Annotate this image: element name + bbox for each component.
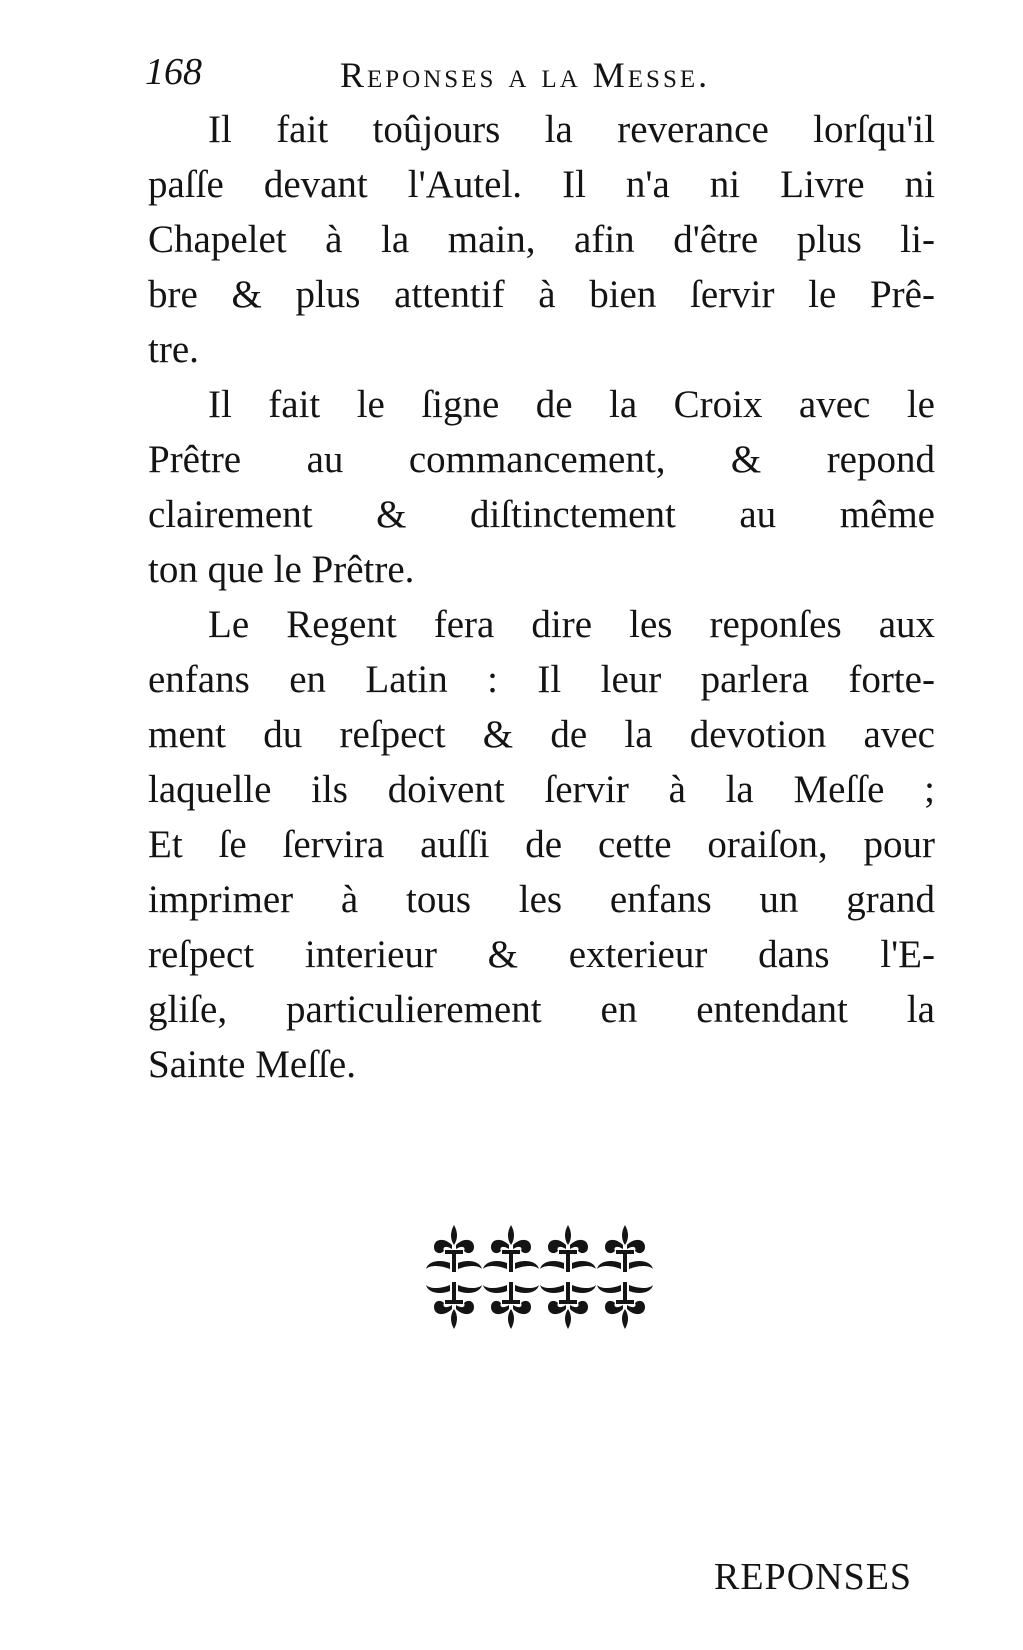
- text-line: Prêtre au commancement, & repond: [148, 438, 935, 481]
- paragraph: [148, 102, 935, 377]
- fleur-de-lis-icon: [483, 1225, 539, 1329]
- page-header: [145, 50, 795, 100]
- text-line: ton que le Prêtre.: [148, 548, 415, 591]
- text-line: Le Regent fera dire les reponſes aux: [208, 603, 935, 646]
- text-line: imprimer à tous les enfans un grand: [148, 878, 935, 921]
- fleur-de-lis-icon: [426, 1225, 482, 1329]
- text-line: enfans en Latin : Il leur parlera forte-: [148, 658, 935, 701]
- page-number: 168: [145, 51, 202, 93]
- text-line: Il fait toûjours la reverance lorſqu'il: [208, 108, 935, 151]
- fleur-de-lis-icon: [540, 1225, 596, 1329]
- text-line: Chapelet à la main, afin d'être plus li-: [148, 218, 935, 261]
- text-line: ment du reſpect & de la devotion avec: [148, 713, 935, 756]
- text-line: Il fait le ſigne de la Croix avec le: [208, 383, 935, 426]
- text-line: Et ſe ſervira auſſi de cette oraiſon, pour: [148, 823, 935, 866]
- text-line: reſpect interieur & exterieur dans l'E-: [148, 933, 935, 976]
- body-text: [148, 102, 935, 1092]
- running-head: Reponses a la Messe.: [340, 55, 711, 95]
- text-line: paſſe devant l'Autel. Il n'a ni Livre ni: [148, 163, 935, 206]
- text-line: Sainte Meſſe.: [148, 1043, 356, 1086]
- paragraph: [148, 597, 935, 1092]
- text-line: bre & plus attentif à bien ſervir le Prê-: [148, 273, 935, 316]
- text-line: gliſe, particulierement en entendant la: [148, 988, 935, 1031]
- fleuron-ornament: [425, 1220, 655, 1335]
- fleur-de-lis-icon: [597, 1225, 653, 1329]
- paragraph: [148, 377, 935, 597]
- text-line: tre.: [148, 328, 199, 371]
- text-line: clairement & diſtinctement au même: [148, 493, 935, 536]
- text-line: laquelle ils doivent ſervir à la Meſſe ;: [148, 768, 935, 811]
- catchword: REPONSES: [714, 1556, 913, 1598]
